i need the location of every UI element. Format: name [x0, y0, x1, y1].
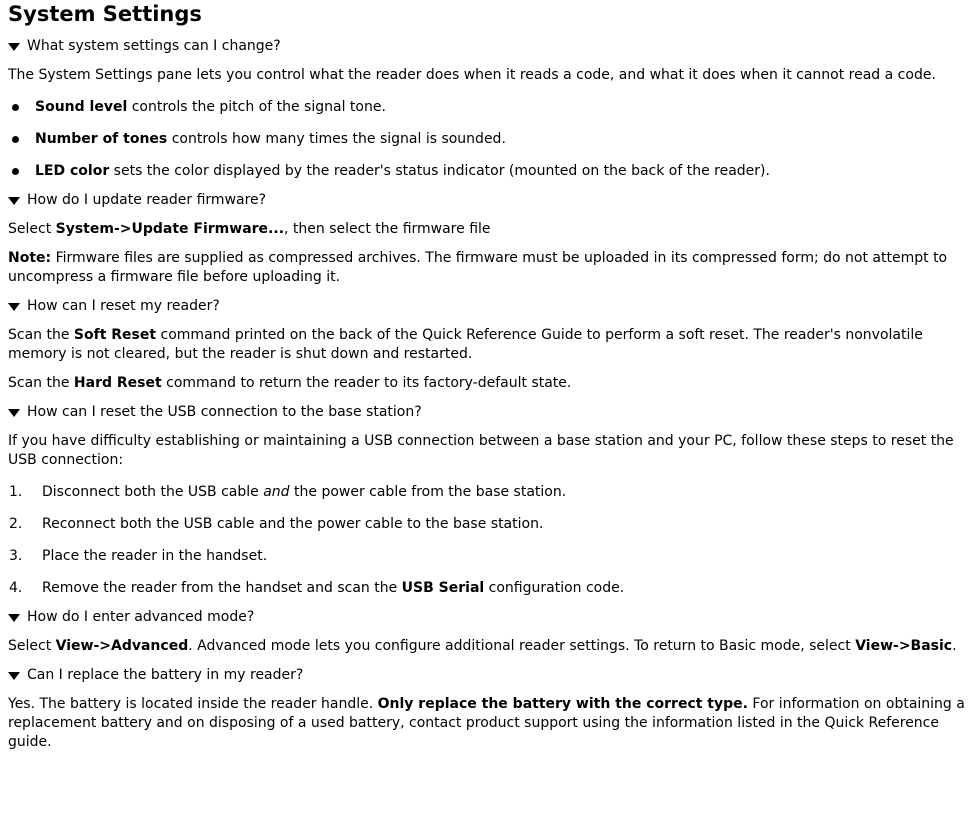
faq-toggle-settings[interactable] — [8, 37, 969, 56]
triangle-down-icon — [8, 614, 20, 622]
list-item: 3. Place the reader in the handset. — [9, 548, 268, 564]
triangle-down-icon — [8, 43, 20, 51]
faq-answer-text: Scan the Hard Reset command to return the reader to its factory-default state. — [8, 375, 572, 391]
list-item: 1. Disconnect both the USB cable and the power cable from the base station. — [9, 484, 567, 500]
faq-answer-text: Select System->Update Firmware..., then select the firmware file — [8, 221, 491, 237]
page-title: System Settings — [8, 2, 202, 26]
faq-question: How do I update reader firmware? — [27, 192, 267, 208]
faq-toggle-reset[interactable] — [8, 297, 969, 316]
list-item: 4. Remove the reader from the handset and scan the USB Serial configuration code. — [9, 580, 625, 596]
faq-toggle-advanced-mode[interactable] — [8, 608, 969, 627]
faq-toggle-battery[interactable] — [8, 666, 969, 685]
list-item: 2. Reconnect both the USB cable and the power cable to the base station. — [9, 516, 544, 532]
faq-question: How can I reset my reader? — [27, 298, 220, 314]
steps-list — [8, 483, 969, 598]
faq-toggle-usb-reset[interactable] — [8, 403, 969, 422]
triangle-down-icon — [8, 672, 20, 680]
faq-question: What system settings can I change? — [27, 38, 281, 54]
list-item: LED color sets the color displayed by the reader's status indicator (mounted on the back of the reader). — [8, 162, 969, 181]
faq-question: How can I reset the USB connection to the base station? — [27, 404, 422, 420]
faq-answer-text: If you have difficulty establishing or maintaining a USB connection between a base station and your PC, follow these steps to reset the USB connection: — [8, 433, 954, 468]
triangle-down-icon — [8, 303, 20, 311]
faq-question: How do I enter advanced mode? — [27, 609, 255, 625]
faq-question: Can I replace the battery in my reader? — [27, 667, 304, 683]
triangle-down-icon — [8, 409, 20, 417]
list-item: Sound level controls the pitch of the signal tone. — [8, 98, 969, 117]
faq-answer-text: Select View->Advanced. Advanced mode lets you configure additional reader settings. To return to Basic mode, select View->Basic. — [8, 638, 957, 654]
note-text: Note: Firmware files are supplied as compressed archives. The firmware must be uploaded in its compressed form; do not attempt to uncompress a firmware file before uploading it. — [8, 250, 948, 285]
triangle-down-icon — [8, 197, 20, 205]
list-item: Number of tones controls how many times the signal is sounded. — [8, 130, 969, 149]
faq-answer-text: The System Settings pane lets you control what the reader does when it reads a code, and what it does when it cannot read a code. — [8, 67, 936, 83]
faq-answer-text: Yes. The battery is located inside the reader handle. Only replace the battery with the correct type. For information on obtaining a replacement battery and on disposing of a used battery, contact product support using the information listed in the Quick Reference guide. — [8, 696, 965, 750]
faq-toggle-firmware[interactable] — [8, 191, 969, 210]
settings-list — [8, 98, 969, 181]
faq-answer-text: Scan the Soft Reset command printed on the back of the Quick Reference Guide to perform a soft reset. The reader's nonvolatile memory is not cleared, but the reader is shut down and restarted. — [8, 327, 923, 362]
